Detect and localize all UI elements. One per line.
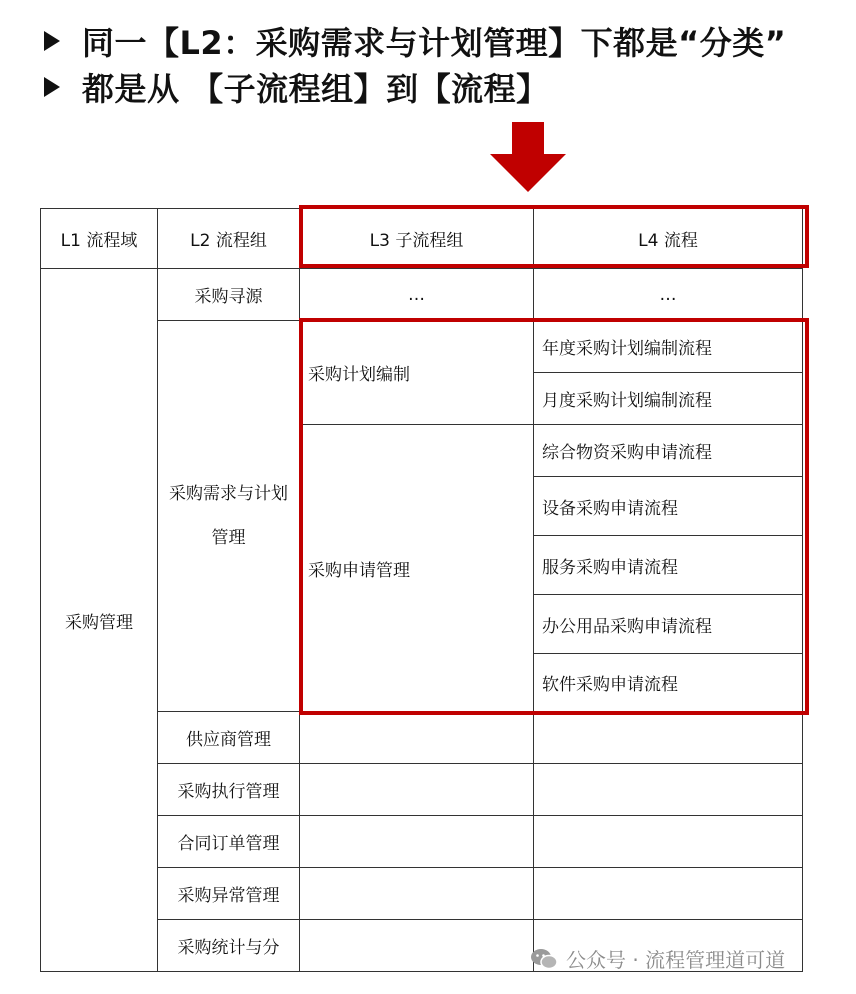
l3-cell-plan: 采购计划编制 <box>300 321 534 425</box>
watermark <box>530 944 785 973</box>
watermark-text: 公众号 · 流程管理道可道 <box>566 948 786 972</box>
l4-cell: … <box>534 269 803 321</box>
l1-domain-cell: 采购管理 <box>41 269 158 972</box>
empty-l4-cell <box>534 868 803 920</box>
l4-cell: 设备采购申请流程 <box>534 477 803 536</box>
highlight-box-header <box>299 205 809 268</box>
empty-l3-cell <box>300 712 534 764</box>
header-l4: L4 流程 <box>534 209 803 269</box>
l2-cell-demand-plan: 采购需求与计划管理 <box>158 321 300 712</box>
l4-cell: 年度采购计划编制流程 <box>534 321 803 373</box>
l2-cell: 采购统计与分 <box>158 920 300 972</box>
header-l2: L2 流程组 <box>158 209 300 269</box>
l2-cell: 采购执行管理 <box>158 764 300 816</box>
bullet-line-1 <box>44 18 786 64</box>
l4-cell: 软件采购申请流程 <box>534 654 803 712</box>
empty-l3-cell <box>300 816 534 868</box>
bullet-line-2 <box>44 64 549 110</box>
l4-cell: 月度采购计划编制流程 <box>534 373 803 425</box>
l2-cell: 合同订单管理 <box>158 816 300 868</box>
empty-l4-cell <box>534 764 803 816</box>
wechat-icon <box>530 947 558 971</box>
l4-cell: 服务采购申请流程 <box>534 536 803 595</box>
empty-l3-cell <box>300 868 534 920</box>
triangle-bullet-icon <box>44 31 60 51</box>
l3-cell-request: 采购申请管理 <box>300 425 534 712</box>
bullet-text-2: 都是从 【子流程组】到【流程】 <box>82 70 549 108</box>
l4-cell: 综合物资采购申请流程 <box>534 425 803 477</box>
table-row <box>41 269 803 321</box>
l2-cell: 采购寻源 <box>158 269 300 321</box>
l2-cell: 供应商管理 <box>158 712 300 764</box>
empty-l3-cell <box>300 920 534 972</box>
l3-cell: … <box>300 269 534 321</box>
bullet-text-1: 同一【L2：采购需求与计划管理】下都是“分类” <box>82 24 787 62</box>
header-l3: L3 子流程组 <box>300 209 534 269</box>
empty-l3-cell <box>300 764 534 816</box>
triangle-bullet-icon <box>44 77 60 97</box>
header-l1: L1 流程域 <box>41 209 158 269</box>
empty-l4-cell <box>534 816 803 868</box>
down-arrow-icon <box>490 122 566 192</box>
l4-cell: 办公用品采购申请流程 <box>534 595 803 654</box>
l2-cell: 采购异常管理 <box>158 868 300 920</box>
empty-l4-cell <box>534 712 803 764</box>
highlight-box-body <box>299 318 809 715</box>
